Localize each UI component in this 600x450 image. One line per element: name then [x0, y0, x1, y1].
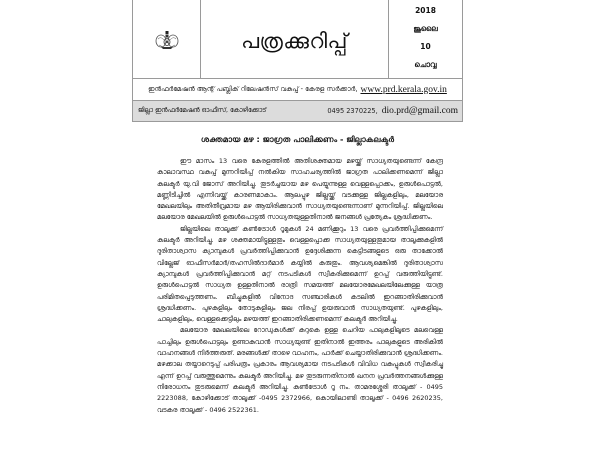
paragraph-1: ഈ മാസം 13 വരെ കേരളത്തിൽ അതിശക്തമായ മഴയ്ക്ക് സാധ്യതയുണ്ടെന്ന് കേന്ദ്ര കാലാവസ്ഥ വകുപ്പ് മുന്നറിയിപ്പ് നൽകിയ സാഹചര്യത്തിൽ ജാഗ്രത പാലിക്കണമെന്ന് ജില്ലാ കലക്ടർ യു.വി ജോസ് അറിയിച്ചു. തുടർച്ചയായ മഴ പെയ്യുന്നുള്ള വെള്ളപ്പൊക്കം, ഉരുൾപൊട്ടൽ, മണ്ണിടിച്ചിൽ എന്നിവയ്ക്ക് കാരണമാകാം. ആലപ്പുഴ ജില്ലയ്ക്ക് വടക്കുള്ള ജില്ലകളിലും, മലയോര മേഖലയിലും അതിതീവ്രമായ മഴ ആയിരിക്കുവാൻ സാധ്യതയുണ്ടെന്നാണ് മുന്നറിയിപ്പ്. ജില്ലയിലെ മലയോര മേഖലയിൽ ഉരുൾപൊട്ടൽ സാധ്യതയുള്ളതിനാൽ ജനങ്ങൾ പ്രത്യേകം ശ്രദ്ധിക്കണം.	[157, 157, 443, 222]
letterhead-top-row	[132, 0, 463, 79]
department-name: ഇൻഫർമേഷൻ ആന്റ് പബ്ലിക് റിലേഷൻസ് വകുപ്പ് - കേരള സർക്കാർ,	[148, 85, 358, 93]
email-address[interactable]: dio.prd@gmail.com	[381, 106, 458, 116]
office-contact-row	[132, 101, 463, 122]
date-day: 10	[420, 42, 431, 52]
paragraph-2: ജില്ലയിലെ താലൂക്ക് കൺട്രോൾ റൂമുകൾ 24 മണിക്കൂറും 13 വരെ പ്രവർത്തിപ്പിക്കുമെന്ന് കലക്ടർ അറിയിച്ചു. മഴ ശക്തമായിട്ടുള്ളതും വെള്ളപ്പൊക്ക സാധ്യതയുള്ളതുമായ താലൂക്കുകളിൽ ദുരിതാശ്വാസ ക്യാമ്പുകൾ പ്രവർത്തിപ്പിക്കുവാൻ ഉദ്ദേശിക്കുന്ന കെട്ടിടങ്ങളുടെ ഒരു താക്കോൽ വില്ലേജ് ഓഫീസർമാർ/തഹസിൽദാർമാർ കയ്യിൽ കരുതും. ആവശ്യമെങ്കിൽ ദുരിതാശ്വാസ ക്യാമ്പുകൾ പ്രവർത്തിപ്പിക്കുവാൻ മറ്റ് നടപടികൾ സ്വീകരിക്കുമെന്ന് ഉറപ്പ് വരുത്തിയിട്ടുണ്ട്. ഉരുൾപൊട്ടൽ സാധ്യത ഉള്ളതിനാൽ രാത്രി സമയത്ത് മലയോരമേഖലയിലേക്കുള്ള യാത്ര പരിമിതപ്പെടുത്തണം. ബീച്ചുകളിൽ വിനോദ സഞ്ചാരികൾ കടലിൽ ഇറങ്ങാതിരിക്കുവാൻ ശ്രദ്ധിക്കണം. പുഴകളിലും തോടുകളിലും ജല നിരപ്പ് ഉയരുവാൻ സാധ്യതയുണ്ട്. പുഴകളിലും, ചാലുകളിലും, വെള്ളക്കെട്ടിലും മഴയത്ത് ഇറങ്ങാതിരിക്കണമെന്ന് കലക്ടർ അറിയിച്ചു.	[157, 224, 443, 324]
title-cell	[201, 0, 389, 78]
date-month: ജൂലൈ	[413, 23, 438, 33]
emblem-cell	[133, 0, 201, 78]
date-cell	[389, 0, 462, 78]
article-heading: ശക്തമായ മഴ : ജാഗ്രത പാലിക്കണം - ജില്ലാകലക്ടർ	[200, 134, 395, 144]
date-weekday: ചൊവ്വ	[414, 59, 437, 69]
letterhead	[132, 0, 463, 122]
date-year: 2018	[415, 6, 436, 16]
kerala-government-emblem-icon	[155, 30, 179, 50]
office-name: ജില്ലാ ഇൻഫർമേഷൻ ഓഫീസ്, കോഴിക്കോട്	[138, 107, 267, 114]
paragraph-3: മലയോര മേഖലയിലെ റോഡുകൾക്ക് കുറുകെ ഉള്ള ചെറിയ പാലുകളിലൂടെ മലവെള്ള പാച്ചിലും ഉരുൾപൊട്ടലും ഉണ്ടാകുവാൻ സാധ്യയുണ്ട് ഇതിനാൽ ഇത്തരം പാലുകളുടെ അരികിൽ വാഹനങ്ങൾ നിർത്തരുത്. മരങ്ങൾക്ക് താഴെ വാഹനം, പാർക്ക് ചെയ്യാതിരിക്കുവാൻ ശ്രദ്ധിക്കണം. മഴക്കാല തയ്യാറെടുപ്പ് പരിപത്രം പ്രകാരം ആവശ്യമായ നടപടികൾ വിവിധ വകുപ്പുകൾ സ്വീകരിച്ചു എന്ന് ഉറപ്പ് വരുത്തുമെന്നും കലക്ടർ അറിയിച്ചു. മഴ തുടരുന്നതിനാൽ ഖനന പ്രവർത്തനങ്ങൾക്കുള്ള നിരോധനം തുടരുമെന്ന് കലക്ടർ അറിയിച്ചു. കൺട്രോൾ റൂ നം. താമരശ്ശേരി താലൂക്ക് - 0495 2223088, കോഴിക്കോട് താലൂക്ക് -0495 2372966, കൊയിലാണ്ടി താലൂക്ക് - 0496 2620235, വടകര താലൂക്ക് - 0496 2522361.	[157, 326, 443, 414]
document-title: പത്രക്കുറിപ്പ്	[241, 28, 348, 53]
phone-number: 0495 2370225,	[327, 107, 378, 115]
contact-info	[327, 106, 458, 116]
website-link[interactable]: www.prd.kerala.gov.in	[360, 84, 447, 95]
department-row	[132, 79, 463, 101]
article-body	[157, 156, 443, 416]
